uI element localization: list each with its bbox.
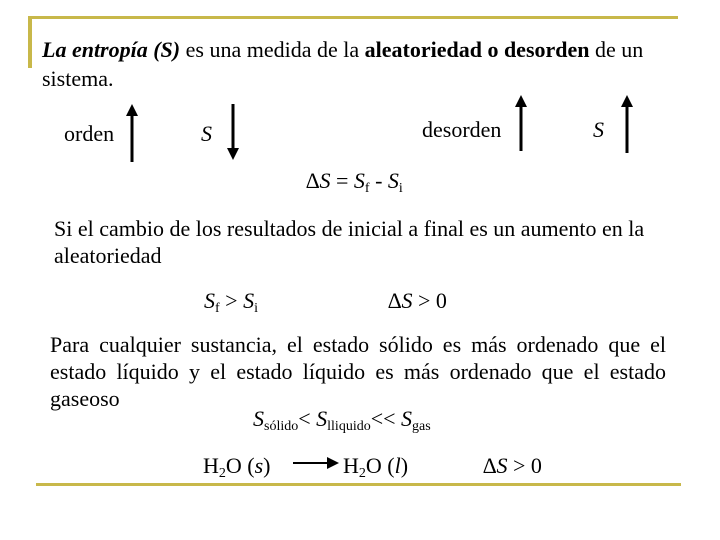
intro-end: de un sistema.: [42, 37, 644, 91]
ineq-sub-gas: gas: [412, 419, 431, 434]
intro-middle: es una medida de la: [180, 37, 365, 62]
cond-sf: S: [204, 288, 215, 313]
reaction-arrow-icon: [293, 457, 339, 469]
entropy-term: La entropía (S): [42, 37, 181, 62]
desorden-label: desorden: [422, 117, 502, 142]
accent-bottom-rule: [36, 483, 681, 486]
product-water: [343, 453, 408, 482]
delta-symbol: ∆: [306, 168, 320, 193]
cond-sub-i: i: [254, 301, 258, 316]
states-paragraph: Para cualquier sustancia, el estado sólido es más ordenado que el estado líquido y el estado líquido es más ordenado que el estado gaseoso: [50, 332, 666, 411]
orden-label: orden: [64, 121, 115, 146]
s-right-label: S: [593, 117, 604, 142]
up-arrow-icon: [621, 95, 633, 153]
state-solid: s: [254, 453, 264, 478]
sub-2: 2: [358, 466, 366, 481]
ineq-op2: <<: [370, 406, 402, 431]
cond-si: S: [243, 288, 255, 313]
ineq-s-solid: S: [253, 406, 264, 431]
delta-symbol: ∆: [483, 453, 497, 478]
sub-2: 2: [218, 466, 226, 481]
eq-sub-i: i: [398, 181, 403, 196]
up-arrow-icon: [126, 104, 138, 162]
eq-s: S: [319, 168, 331, 193]
cond-gt: >: [219, 288, 244, 313]
ineq-sub-liquid: lliquido: [327, 419, 371, 434]
cond-sub-f: f: [215, 301, 220, 316]
delta-s-positive: [388, 288, 447, 314]
accent-vertical-rule: [28, 16, 32, 68]
ineq-sub-solid: sólido: [264, 419, 299, 434]
o-symbol: O (: [225, 453, 255, 478]
eq-sub-f: f: [364, 181, 370, 196]
delta-rest: > 0: [412, 288, 447, 313]
eq-equals: =: [330, 168, 354, 193]
disorder-phrase: aleatoriedad o desorden: [364, 37, 590, 62]
accent-top-rule: [28, 16, 678, 19]
eq-sf: S: [353, 168, 365, 193]
state-liquid: l: [394, 453, 401, 478]
entropy-change-equation: [306, 168, 403, 197]
eq-minus: -: [369, 168, 388, 193]
sf-greater-si: [204, 288, 258, 317]
ineq-s-liquid: S: [316, 406, 328, 431]
close-paren: ): [400, 453, 409, 478]
delta-s-positive-2: [483, 453, 542, 479]
ineq-op1: <: [298, 406, 317, 431]
reactant-ice: [203, 453, 271, 482]
h-symbol: H: [203, 453, 219, 478]
s-left-label: S: [201, 121, 212, 146]
up-arrow-icon: [515, 95, 527, 151]
entropy-inequality: [253, 406, 431, 435]
close-paren: ): [263, 453, 271, 478]
delta-symbol: ∆: [388, 288, 402, 313]
intro-paragraph: [42, 35, 682, 93]
h-symbol: H: [343, 453, 359, 478]
eq-si: S: [387, 168, 399, 193]
ineq-s-gas: S: [401, 406, 413, 431]
delta-s: S: [496, 453, 508, 478]
o-symbol: O (: [365, 453, 395, 478]
down-arrow-icon: [227, 104, 239, 160]
delta-rest: > 0: [507, 453, 542, 478]
delta-s: S: [401, 288, 413, 313]
increase-paragraph: Si el cambio de los resultados de inicial a final es un aumento en la aleatoriedad: [54, 216, 645, 268]
